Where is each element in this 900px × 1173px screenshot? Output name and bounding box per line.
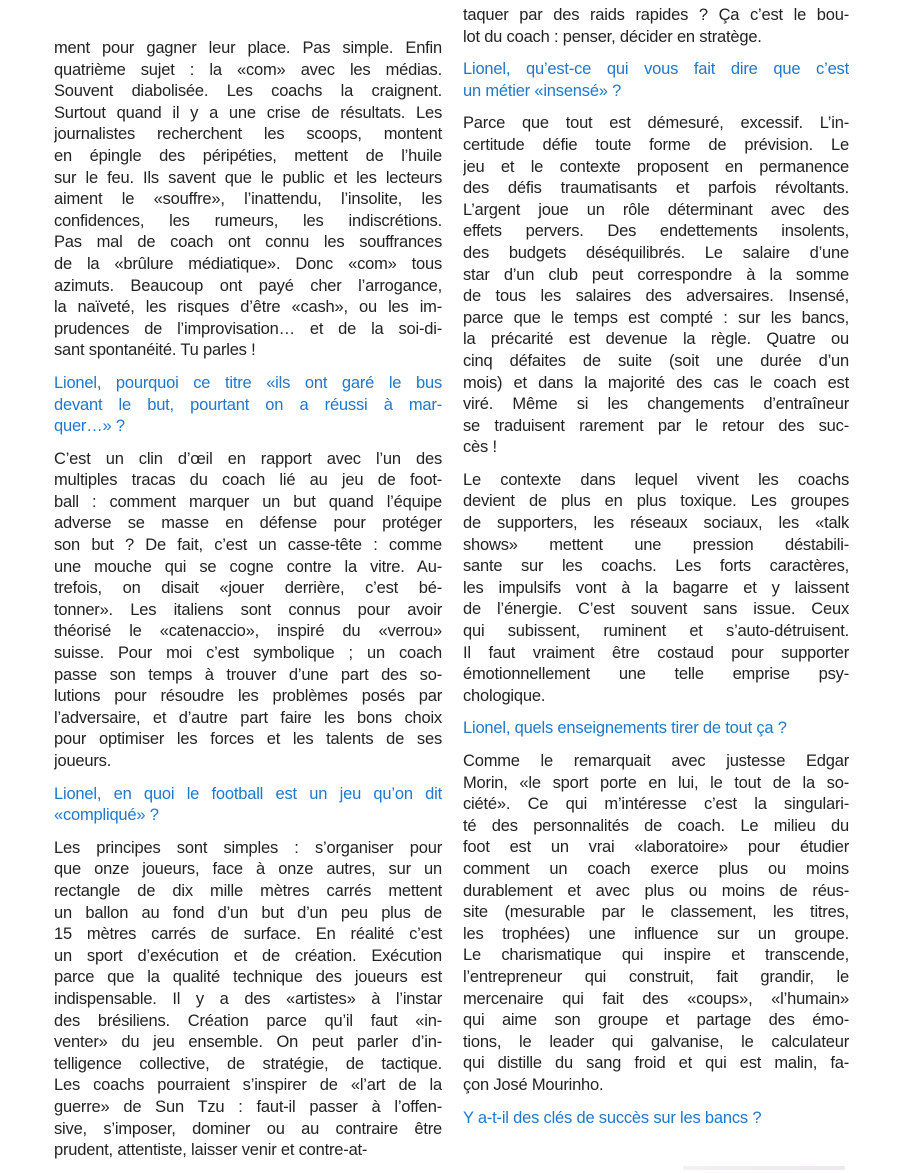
text-line: la précarité est devenue la règle. Quatre ou (463, 330, 849, 349)
text-line: jeu et le contexte proposent en permanence (463, 157, 849, 176)
text-line: une mouche qui se cogne contre la vitre. Au- (54, 557, 442, 576)
text-line: C’est un clin d’œil en rapport avec l’un des (54, 449, 442, 468)
text-line: sur le feu. Ils savent que le public et les lecteurs (54, 168, 442, 187)
text-line: un ballon au fond d’un but d’un peu plus de (54, 903, 442, 922)
paragraph (463, 113, 849, 459)
question-heading (54, 784, 442, 827)
text-line: Morin, «le sport porte en lui, le tout de la so- (463, 773, 849, 792)
text-line: Lionel, pourquoi ce titre «ils ont garé le bus (54, 373, 442, 392)
text-line: sante sur les coachs. Les forts caractères, (463, 557, 849, 576)
text-line: ciété». Ce qui m’intéresse c’est la singulari- (463, 795, 849, 814)
text-line: Comme le remarquait avec justesse Edgar (463, 752, 849, 770)
text-line: un métier «insensé» ? (463, 81, 622, 100)
text-line: shows» mettent une pression déstabili- (463, 535, 849, 554)
question-heading (463, 718, 849, 740)
text-line: qui subissent, ruminent et s’auto-détruisent. (463, 622, 849, 641)
paragraph (463, 751, 849, 1097)
text-line: 15 mètres carrés de surface. En réalité c’est (54, 925, 442, 944)
text-line: la naïveté, les risques d’être «cash», ou les im- (54, 298, 442, 317)
text-line: ball : comment marquer un but quand l’équipe (54, 492, 442, 511)
text-line: comment un coach exerce plus ou moins (463, 859, 849, 878)
text-line: lot du coach : penser, décider en stratège. (463, 27, 762, 46)
text-line: de supporters, les réseaux sociaux, les «talk (463, 514, 849, 533)
text-line: sant spontanéité. Tu parles ! (54, 341, 256, 360)
text-line: Lionel, en quoi le football est un jeu qu’on dit (54, 784, 442, 803)
text-line: un sport d’exécution et de création. Exécution (54, 946, 442, 965)
text-line: qui aime son groupe et partage des émo- (463, 1011, 849, 1030)
text-line: telligence collective, de stratégie, de tactique. (54, 1054, 442, 1073)
text-line: parce que le temps est compté : sur les bancs, (463, 308, 849, 327)
text-line: que onze joueurs, face à onze autres, sur un (54, 860, 442, 879)
text-line: Souvent diabolisée. Les coachs la craignent. (54, 82, 442, 101)
text-line: rectangle de dix mille mètres carrés mettent (54, 881, 442, 900)
text-line: Y a-t-il des clés de succès sur les bancs ? (463, 1108, 762, 1127)
text-line: Lionel, qu’est-ce qui vous fait dire que c’est (463, 60, 849, 79)
text-line: les trophées) une influence sur un groupe. (463, 924, 849, 943)
text-line: site (mesurable par le classement, les titres, (463, 903, 849, 922)
text-line: cès ! (463, 438, 497, 457)
text-line: Les coachs pourraient s’inspirer de «l’art de la (54, 1076, 442, 1095)
text-line: tions, le leader qui galvanise, le calculateur (463, 1032, 849, 1051)
text-line: quer…» ? (54, 417, 125, 436)
text-line: passe son temps à trouver d’une part des so- (54, 665, 442, 684)
text-line: Il faut vraiment être costaud pour supporter (463, 643, 849, 662)
text-line: trefois, on disait «jouer derrière, c’est bé- (54, 579, 442, 598)
text-line: des défis traumatisants et parfois révoltants. (463, 179, 849, 198)
text-line: l’entrepreneur qui construit, fait grandir, le (463, 967, 849, 986)
text-line: «compliqué» ? (54, 806, 159, 825)
question-heading (463, 1108, 849, 1130)
text-line: se traduisent rarement par le retour des suc- (463, 416, 849, 435)
text-line: multiples tracas du coach lié au jeu de foot- (54, 471, 442, 490)
text-line: suisse. Pour moi c’est symbolique ; un coach (54, 644, 442, 663)
text-line: aiment le «souffre», l’inattendu, l’insolite, les (54, 190, 442, 209)
text-line: de l’énergie. C’est souvent sans issue. Ceux (463, 600, 849, 619)
text-line: journalistes recherchent les scoops, montent (54, 125, 442, 144)
text-line: Parce que tout est démesuré, excessif. L’in- (463, 114, 849, 133)
text-line: lutions pour résoudre les problèmes posés par (54, 687, 442, 706)
text-line: parce que la qualité technique des joueurs est (54, 968, 442, 987)
text-line: son but ? De fait, c’est un casse-tête : comme (54, 536, 442, 555)
paragraph (463, 470, 849, 708)
text-line: certitude défie toute forme de prévision. Le (463, 135, 849, 154)
text-line: adverse se masse en défense pour protéger (54, 514, 442, 533)
text-line: pour optimiser les forces et les talents de ses (54, 730, 442, 749)
text-line: viré. Même si les changements d’entraîneur (463, 395, 849, 414)
text-line: des budgets déséquilibrés. Le salaire d’une (463, 243, 849, 262)
text-line: joueurs. (54, 752, 112, 770)
text-line: les impulsifs vont à la bagarre et y laissent (463, 578, 849, 597)
text-line: Le charismatique qui inspire et transcende, (463, 946, 849, 965)
text-line: guerre» de Sun Tzu : faut-il passer à l’offen- (54, 1097, 442, 1116)
text-line: mercenaire qui fait des «coups», «l’humain» (463, 989, 849, 1008)
text-line: émotionnellement une telle emprise psy- (463, 665, 849, 684)
text-line: prudent, attentiste, laisser venir et contre-at- (54, 1141, 368, 1160)
text-column-left (54, 0, 442, 1162)
text-line: taquer par des raids rapides ? Ça c’est le bou- (463, 6, 849, 24)
text-line: effets pervers. Des endettements insolents, (463, 222, 849, 241)
text-line: prudences de l’improvisation… et de la soi-di- (54, 319, 442, 338)
text-line: chologique. (463, 686, 546, 705)
paragraph (54, 449, 442, 773)
text-line: sive, s’imposer, dominer ou au contraire être (54, 1119, 442, 1138)
text-line: ment pour gagner leur place. Pas simple. Enfin (54, 39, 442, 57)
text-line: foot est un vrai «laboratoire» pour étudier (463, 838, 849, 857)
text-line: star d’un club peut correspondre à la somme (463, 265, 849, 284)
text-line: l’adversaire, et d’autre part faire les bons choix (54, 708, 442, 727)
text-line: cinq défaites de suite (soit une durée d’un (463, 351, 849, 370)
text-line: azimuts. Beaucoup ont payé cher l’arrogance, (54, 276, 442, 295)
question-heading (54, 373, 442, 438)
text-line: Pas mal de coach ont connu les souffrances (54, 233, 442, 252)
text-line: de la «brûlure médiatique». Donc «com» tous (54, 254, 442, 273)
text-line: çon José Mourinho. (463, 1075, 604, 1094)
text-line: Les principes sont simples : s’organiser pour (54, 838, 442, 857)
text-line: qui distille du sang froid et qui est malin, fa- (463, 1054, 849, 1073)
text-line: durablement et avec plus ou moins de réus- (463, 881, 849, 900)
text-line: de tous les salaires des adversaires. Insensé, (463, 287, 849, 306)
cropped-element-edge (683, 1166, 845, 1170)
text-line: té des personnalités de coach. Le milieu du (463, 816, 849, 835)
text-line: devant le but, pourtant on a réussi à mar- (54, 395, 442, 414)
text-line: indispensable. Il y a des «artistes» à l’instar (54, 989, 442, 1008)
text-line: théorisé le «catenaccio», inspiré du «verrou» (54, 622, 442, 641)
question-heading (463, 59, 849, 102)
text-line: Le contexte dans lequel vivent les coachs (463, 470, 849, 489)
paragraph (463, 5, 849, 48)
text-line: en épingle des péripéties, mettent de l’huile (54, 146, 442, 165)
text-line: des brésiliens. Création parce qu’il faut «in- (54, 1011, 442, 1030)
paragraph (54, 38, 442, 362)
text-line: devient de plus en plus toxique. Les groupes (463, 492, 849, 511)
text-line: Lionel, quels enseignements tirer de tout ça ? (463, 719, 787, 738)
text-line: quatrième sujet : la «com» avec les médias. (54, 60, 442, 79)
text-line: venter» du jeu ensemble. On peut parler d’in- (54, 1033, 442, 1052)
text-line: L’argent joue un rôle déterminant avec des (463, 200, 849, 219)
text-line: mois) et dans la majorité des cas le coach est (463, 373, 849, 392)
text-column-right (463, 0, 849, 1129)
text-line: confidences, les rumeurs, les indiscrétions. (54, 211, 442, 230)
text-line: Surtout quand il y a une crise de résultats. Les (54, 103, 442, 122)
text-line: tonner». Les italiens sont connus pour avoir (54, 600, 442, 619)
paragraph (54, 838, 442, 1162)
